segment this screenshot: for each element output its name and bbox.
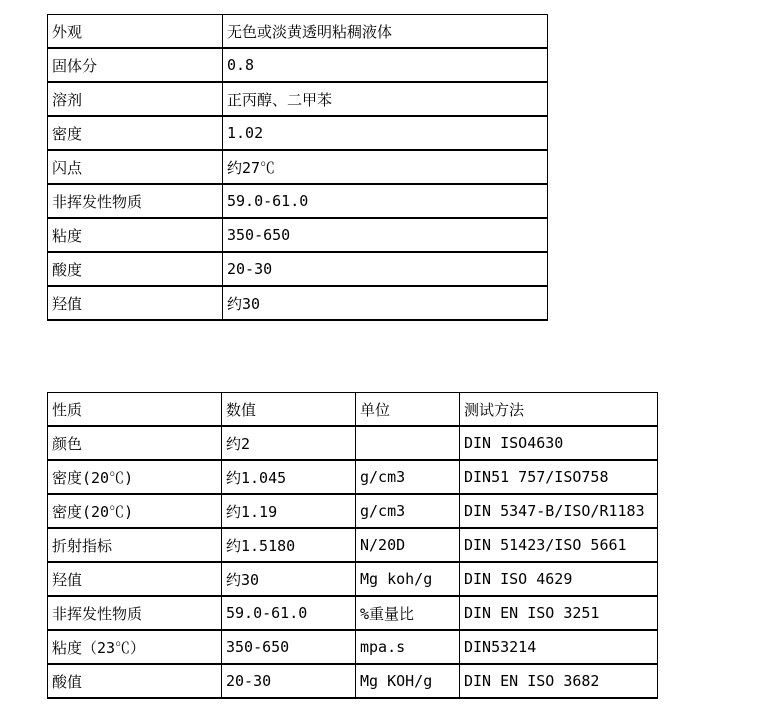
spec-value: 20-30 — [223, 252, 548, 286]
property-cell: 折射指标 — [48, 528, 222, 562]
spec-value: 1.02 — [223, 116, 548, 150]
table-row — [48, 286, 548, 320]
spec-value: 0.8 — [223, 48, 548, 82]
table-row — [48, 562, 658, 596]
spec-value: 59.0-61.0 — [223, 184, 548, 218]
table-row — [48, 494, 658, 528]
test-method-cell: DIN EN ISO 3682 — [460, 664, 658, 698]
unit-cell: Mg KOH/g — [356, 664, 460, 698]
value-cell: 20-30 — [222, 664, 356, 698]
test-method-cell: DIN 5347-B/ISO/R1183 — [460, 494, 658, 528]
value-cell: 约1.5180 — [222, 528, 356, 562]
spec-label: 羟值 — [48, 286, 223, 320]
spec-label: 固体分 — [48, 48, 223, 82]
column-header-test-method: 测试方法 — [460, 393, 658, 427]
spec-label: 密度 — [48, 116, 223, 150]
spec-label: 闪点 — [48, 150, 223, 184]
unit-cell: g/cm3 — [356, 494, 460, 528]
table-row — [48, 426, 658, 460]
test-method-cell: DIN53214 — [460, 630, 658, 664]
spec-label: 粘度 — [48, 218, 223, 252]
unit-cell: Mg koh/g — [356, 562, 460, 596]
spec-value: 约30 — [223, 286, 548, 320]
column-header-unit: 单位 — [356, 393, 460, 427]
table-row — [48, 252, 548, 286]
value-cell: 约2 — [222, 426, 356, 460]
column-header-value: 数值 — [222, 393, 356, 427]
test-method-cell: DIN ISO 4629 — [460, 562, 658, 596]
table-row — [48, 630, 658, 664]
spec-label: 酸度 — [48, 252, 223, 286]
test-method-cell: DIN51 757/ISO758 — [460, 460, 658, 494]
spec-label: 外观 — [48, 15, 223, 49]
table-row — [48, 184, 548, 218]
table-row — [48, 218, 548, 252]
spec-value: 约27℃ — [223, 150, 548, 184]
test-method-cell: DIN ISO4630 — [460, 426, 658, 460]
property-cell: 颜色 — [48, 426, 222, 460]
table-row — [48, 48, 548, 82]
table-row — [48, 150, 548, 184]
table-row — [48, 664, 658, 698]
table-row — [48, 82, 548, 116]
spec-value: 无色或淡黄透明粘稠液体 — [223, 15, 548, 49]
table-row — [48, 528, 658, 562]
unit-cell: %重量比 — [356, 596, 460, 630]
test-method-cell: DIN EN ISO 3251 — [460, 596, 658, 630]
unit-cell: N/20D — [356, 528, 460, 562]
spec-label: 非挥发性物质 — [48, 184, 223, 218]
unit-cell: mpa.s — [356, 630, 460, 664]
property-cell: 粘度（23℃） — [48, 630, 222, 664]
table-row — [48, 116, 548, 150]
property-cell: 非挥发性物质 — [48, 596, 222, 630]
table-header-row — [48, 393, 658, 427]
value-cell: 约1.19 — [222, 494, 356, 528]
value-cell: 350-650 — [222, 630, 356, 664]
spec-value: 正丙醇、二甲苯 — [223, 82, 548, 116]
property-cell: 酸值 — [48, 664, 222, 698]
property-cell: 密度(20℃) — [48, 494, 222, 528]
value-cell: 约30 — [222, 562, 356, 596]
unit-cell: g/cm3 — [356, 460, 460, 494]
test-method-cell: DIN 51423/ISO 5661 — [460, 528, 658, 562]
unit-cell — [356, 426, 460, 460]
value-cell: 59.0-61.0 — [222, 596, 356, 630]
physical-spec-table — [47, 14, 548, 321]
column-header-property: 性质 — [48, 393, 222, 427]
table-row — [48, 596, 658, 630]
test-methods-table — [47, 392, 658, 699]
spec-label: 溶剂 — [48, 82, 223, 116]
table-row — [48, 15, 548, 49]
value-cell: 约1.045 — [222, 460, 356, 494]
property-cell: 羟值 — [48, 562, 222, 596]
spec-value: 350-650 — [223, 218, 548, 252]
property-cell: 密度(20℃) — [48, 460, 222, 494]
table-row — [48, 460, 658, 494]
